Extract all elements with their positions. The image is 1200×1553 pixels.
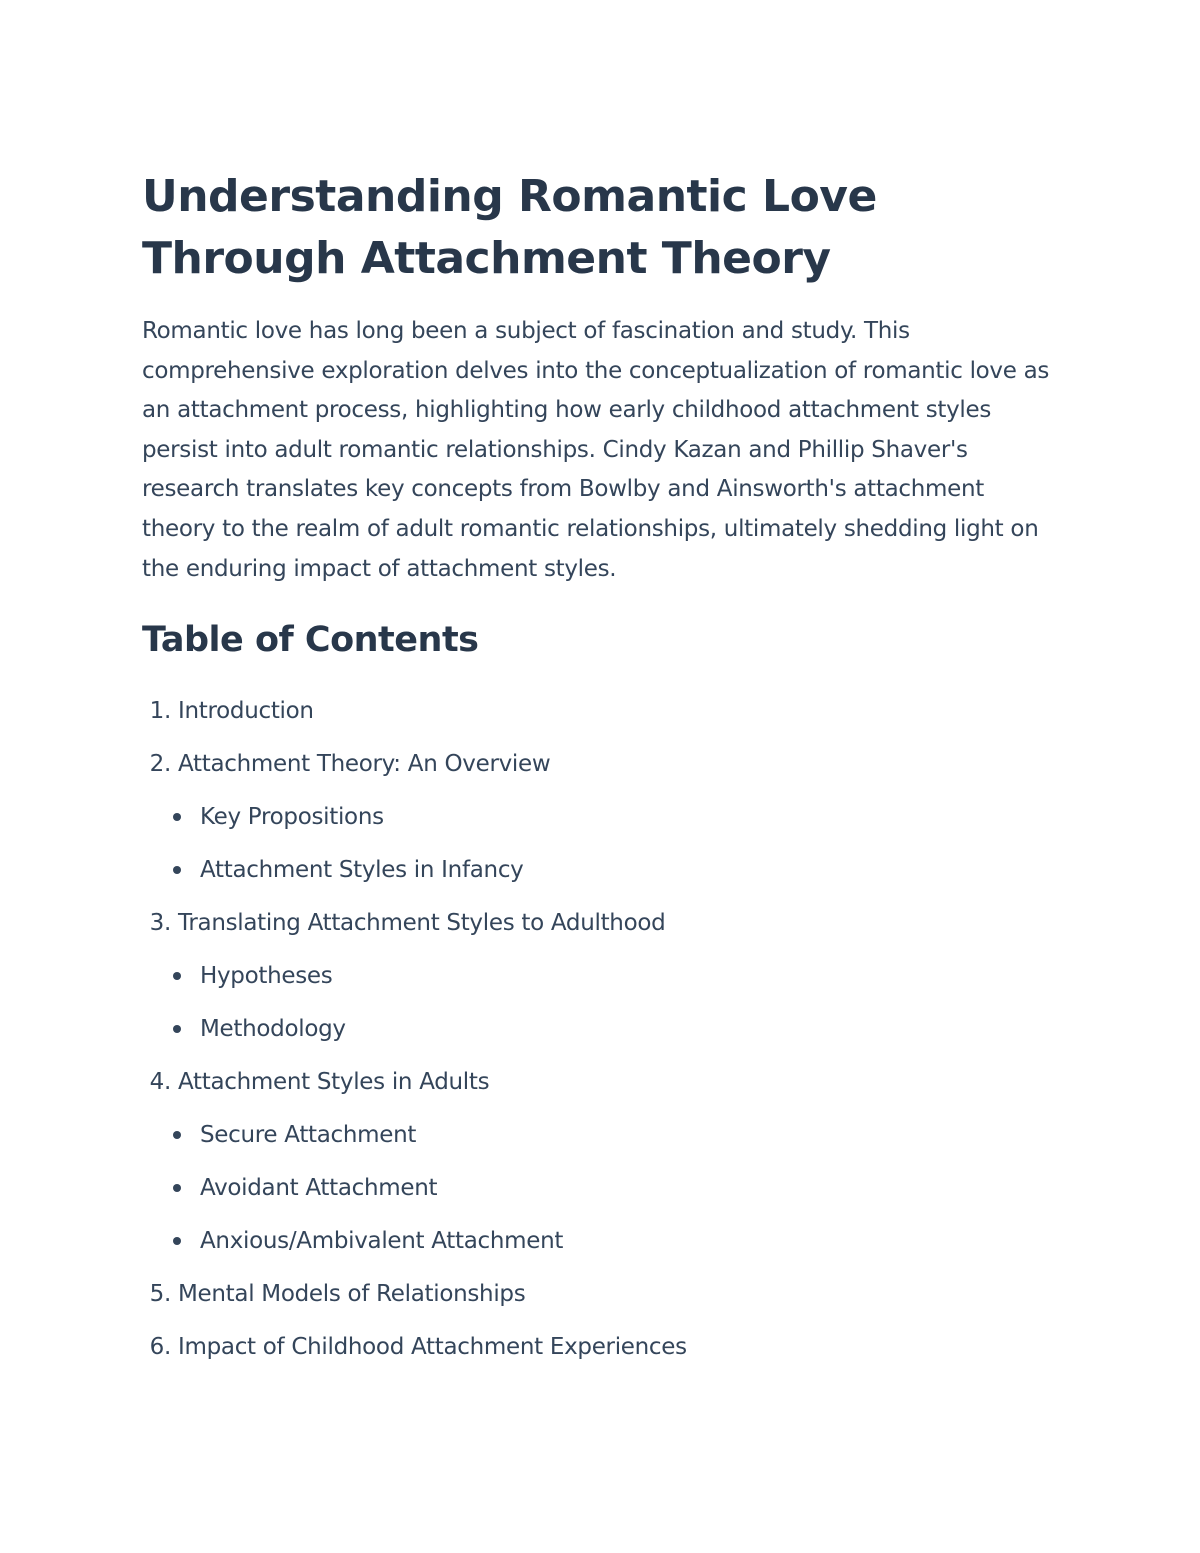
toc-item bbox=[142, 685, 1052, 738]
toc-item bbox=[142, 1321, 1052, 1374]
toc-sublist bbox=[142, 1109, 1052, 1268]
toc-item-number: 2. bbox=[149, 751, 171, 778]
toc-heading: Table of Contents bbox=[142, 620, 479, 661]
toc-item-number: 3. bbox=[149, 910, 171, 937]
bullet-icon bbox=[173, 1237, 181, 1245]
table-of-contents bbox=[142, 685, 1052, 1374]
toc-item-label: Attachment Styles in Adults bbox=[178, 1069, 490, 1096]
toc-item-label: Translating Attachment Styles to Adulthood bbox=[178, 910, 666, 937]
document-title: Understanding Romantic Love Through Attachment Theory bbox=[142, 171, 877, 284]
toc-subitem-label: Hypotheses bbox=[200, 963, 333, 990]
toc-item-number: 5. bbox=[149, 1281, 171, 1308]
toc-subitem-label: Methodology bbox=[200, 1016, 346, 1043]
toc-item-label: Impact of Childhood Attachment Experiences bbox=[178, 1334, 687, 1361]
toc-sublist bbox=[142, 950, 1052, 1056]
document-page bbox=[142, 166, 1052, 1374]
toc-item bbox=[142, 1268, 1052, 1321]
toc-subitem-label: Anxious/Ambivalent Attachment bbox=[200, 1228, 564, 1255]
toc-item bbox=[142, 738, 1052, 897]
toc-item bbox=[142, 1056, 1052, 1268]
toc-sublist bbox=[142, 791, 1052, 897]
bullet-icon bbox=[173, 813, 181, 821]
toc-subitem bbox=[142, 791, 1052, 844]
toc-item-number: 1. bbox=[149, 698, 171, 725]
toc-subitem bbox=[142, 950, 1052, 1003]
toc-subitem-label: Avoidant Attachment bbox=[200, 1175, 438, 1202]
intro-paragraph: Romantic love has long been a subject of fascination and study. This comprehensive exploration delves into the conceptualization of romantic love as an attachment process, highlighting how early childhood attachment styles persist into adult romantic relationships. Cindy Kazan and Phillip Shaver's research translates key concepts from Bowlby and Ainsworth's attachment theory to the realm of adult romantic relationships, ultimately shedding light on the enduring impact of attachment styles. bbox=[142, 318, 1050, 582]
bullet-icon bbox=[173, 866, 181, 874]
toc-subitem-label: Secure Attachment bbox=[200, 1122, 417, 1149]
bullet-icon bbox=[173, 1131, 181, 1139]
bullet-icon bbox=[173, 972, 181, 980]
toc-item-number: 4. bbox=[149, 1069, 171, 1096]
toc-subitem bbox=[142, 1162, 1052, 1215]
toc-subitem bbox=[142, 1215, 1052, 1268]
toc-item-label: Introduction bbox=[178, 698, 314, 725]
toc-item bbox=[142, 897, 1052, 1056]
toc-item-number: 6. bbox=[149, 1334, 171, 1361]
bullet-icon bbox=[173, 1025, 181, 1033]
toc-item-label: Attachment Theory: An Overview bbox=[178, 751, 551, 778]
toc-subitem bbox=[142, 1109, 1052, 1162]
toc-subitem-label: Key Propositions bbox=[200, 804, 384, 831]
toc-subitem bbox=[142, 844, 1052, 897]
toc-subitem bbox=[142, 1003, 1052, 1056]
toc-item-label: Mental Models of Relationships bbox=[178, 1281, 526, 1308]
bullet-icon bbox=[173, 1184, 181, 1192]
toc-subitem-label: Attachment Styles in Infancy bbox=[200, 857, 524, 884]
